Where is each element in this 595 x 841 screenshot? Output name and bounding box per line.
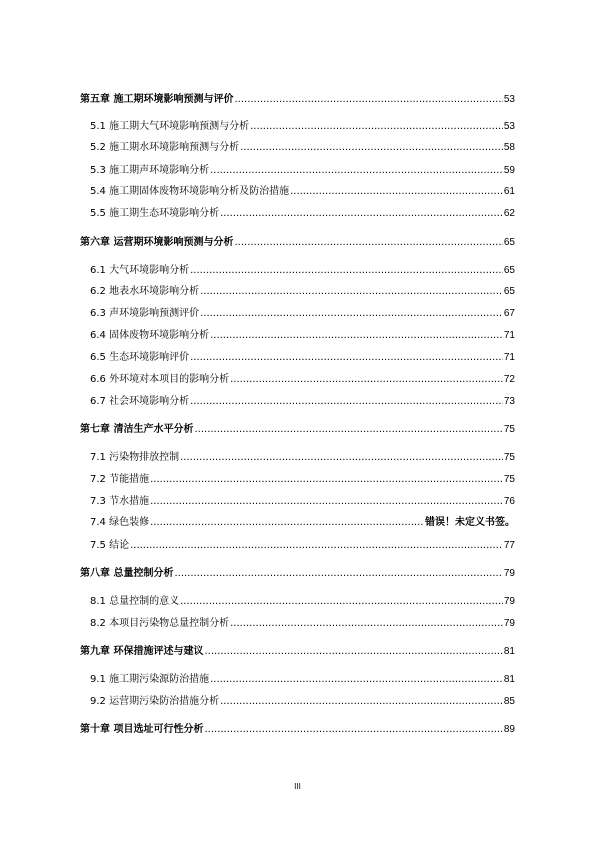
- leader-dots: [150, 495, 503, 509]
- toc-page-number: 58: [503, 142, 515, 153]
- toc-page-number: 79: [503, 596, 515, 607]
- toc-page-number: 73: [503, 396, 515, 407]
- leader-dots: [180, 595, 503, 609]
- toc-title: 7.1 污染物排放控制: [90, 452, 180, 463]
- toc-section-8-2[interactable]: [90, 617, 515, 631]
- toc-section-7-1[interactable]: [90, 451, 515, 465]
- toc-section-6-7[interactable]: [90, 395, 515, 409]
- leader-dots: [150, 473, 503, 487]
- leader-dots: [150, 516, 424, 530]
- toc-title: 6.3 声环境影响预测评价: [90, 308, 200, 319]
- toc-page-number: 85: [503, 696, 515, 707]
- toc-section-6-2[interactable]: [90, 285, 515, 299]
- leader-dots: [200, 307, 503, 321]
- leader-dots: [234, 93, 502, 107]
- leader-dots: [190, 395, 503, 409]
- toc-title: 7.4 绿色装修: [90, 517, 150, 528]
- leader-dots: [190, 351, 503, 365]
- leader-dots: [204, 723, 502, 737]
- toc-title: 第七章 清洁生产水平分析: [80, 424, 194, 435]
- toc-title: 5.1 施工期大气环境影响预测与分析: [90, 121, 250, 132]
- toc-section-6-5[interactable]: [90, 351, 515, 365]
- toc-title: 5.3 施工期声环境影响分析: [90, 165, 210, 176]
- toc-title: 第十章 项目选址可行性分析: [80, 724, 204, 735]
- toc-section-6-6[interactable]: [90, 373, 515, 387]
- toc-page-number: 65: [503, 286, 515, 297]
- leader-dots: [210, 673, 503, 687]
- toc-title: 5.5 施工期生态环境影响分析: [90, 208, 220, 219]
- toc-page-number: 75: [503, 452, 515, 463]
- toc-title: 6.5 生态环境影响评价: [90, 352, 190, 363]
- leader-dots: [180, 451, 503, 465]
- toc-section-7-3[interactable]: [90, 495, 515, 509]
- leader-dots: [234, 236, 502, 250]
- toc-title: 第六章 运营期环境影响预测与分析: [80, 237, 234, 248]
- toc-page-number: 59: [503, 165, 515, 176]
- toc-page-number: 81: [503, 674, 515, 685]
- toc-section-7-4[interactable]: [90, 516, 515, 530]
- toc-section-5-1[interactable]: [90, 120, 515, 134]
- leader-dots: [204, 645, 502, 659]
- toc-page-number: 79: [503, 568, 515, 579]
- toc-title: 5.4 施工期固体废物环境影响分析及防治措施: [90, 186, 290, 197]
- toc-title: 6.2 地表水环境影响分析: [90, 286, 200, 297]
- toc-title: 第九章 环保措施评述与建议: [80, 646, 204, 657]
- toc-page-number: 72: [503, 374, 515, 385]
- toc-page-number: 67: [503, 308, 515, 319]
- toc-section-6-1[interactable]: [90, 264, 515, 278]
- toc-section-6-3[interactable]: [90, 307, 515, 321]
- toc-page-number: 79: [503, 618, 515, 629]
- toc-section-7-5[interactable]: [90, 539, 515, 553]
- toc-section-5-2[interactable]: [90, 141, 515, 155]
- leader-dots: [290, 185, 503, 199]
- toc-section-5-4[interactable]: [90, 185, 515, 199]
- toc-title: 第八章 总量控制分析: [80, 568, 174, 579]
- toc-page-number: 77: [503, 540, 515, 551]
- toc-section-6-4[interactable]: [90, 329, 515, 343]
- toc-page-number: 62: [503, 208, 515, 219]
- leader-dots: [210, 164, 503, 178]
- toc-title: 6.7 社会环境影响分析: [90, 396, 190, 407]
- leader-dots: [174, 567, 502, 581]
- footer-page-number: III: [294, 782, 301, 791]
- leader-dots: [250, 120, 503, 134]
- toc-page-number: 71: [503, 352, 515, 363]
- page-footer: [0, 782, 595, 791]
- toc-title: 7.2 节能措施: [90, 474, 150, 485]
- toc-section-9-2[interactable]: [90, 695, 515, 709]
- leader-dots: [200, 285, 503, 299]
- toc-page-number: 89: [503, 724, 515, 735]
- toc-error-bookmark-message: 错误！未定义书签。: [425, 517, 515, 528]
- toc-chapter-6[interactable]: [80, 236, 515, 250]
- toc-page-number: 71: [503, 330, 515, 341]
- toc-title: 8.2 本项目污染物总量控制分析: [90, 618, 230, 629]
- leader-dots: [130, 539, 503, 553]
- toc-page-number: 65: [503, 237, 515, 248]
- leader-dots: [194, 423, 502, 437]
- toc-chapter-10[interactable]: [80, 723, 515, 737]
- toc-title: 9.1 施工期污染源防治措施: [90, 674, 210, 685]
- toc-page-number: 53: [503, 94, 515, 105]
- toc-page-number: 61: [503, 186, 515, 197]
- toc-chapter-8[interactable]: [80, 567, 515, 581]
- toc-page-number: 65: [503, 265, 515, 276]
- toc-section-8-1[interactable]: [90, 595, 515, 609]
- toc-title: 6.6 外环境对本项目的影响分析: [90, 374, 230, 385]
- toc-section-5-3[interactable]: [90, 164, 515, 178]
- toc-page-number: 75: [503, 474, 515, 485]
- toc-title: 7.3 节水措施: [90, 496, 150, 507]
- toc-chapter-7[interactable]: [80, 423, 515, 437]
- toc-title: 第五章 施工期环境影响预测与评价: [80, 94, 234, 105]
- toc-section-7-2[interactable]: [90, 473, 515, 487]
- leader-dots: [190, 264, 503, 278]
- toc-page-number: 81: [503, 646, 515, 657]
- toc-title: 6.1 大气环境影响分析: [90, 265, 190, 276]
- toc-title: 7.5 结论: [90, 540, 130, 551]
- leader-dots: [240, 141, 503, 155]
- leader-dots: [220, 207, 503, 221]
- toc-page-number: 76: [503, 496, 515, 507]
- toc-page-number: 53: [503, 121, 515, 132]
- toc-chapter-9[interactable]: [80, 645, 515, 659]
- leader-dots: [220, 695, 503, 709]
- toc-section-9-1[interactable]: [90, 673, 515, 687]
- toc-title: 6.4 固体废物环境影响分析: [90, 330, 210, 341]
- toc-title: 8.1 总量控制的意义: [90, 596, 180, 607]
- leader-dots: [230, 373, 503, 387]
- toc-title: 9.2 运营期污染防治措施分析: [90, 696, 220, 707]
- toc-page-number: 75: [503, 424, 515, 435]
- leader-dots: [210, 329, 503, 343]
- leader-dots: [230, 617, 503, 631]
- toc-title: 5.2 施工期水环境影响预测与分析: [90, 142, 240, 153]
- toc-chapter-5[interactable]: [80, 93, 515, 107]
- toc-section-5-5[interactable]: [90, 207, 515, 221]
